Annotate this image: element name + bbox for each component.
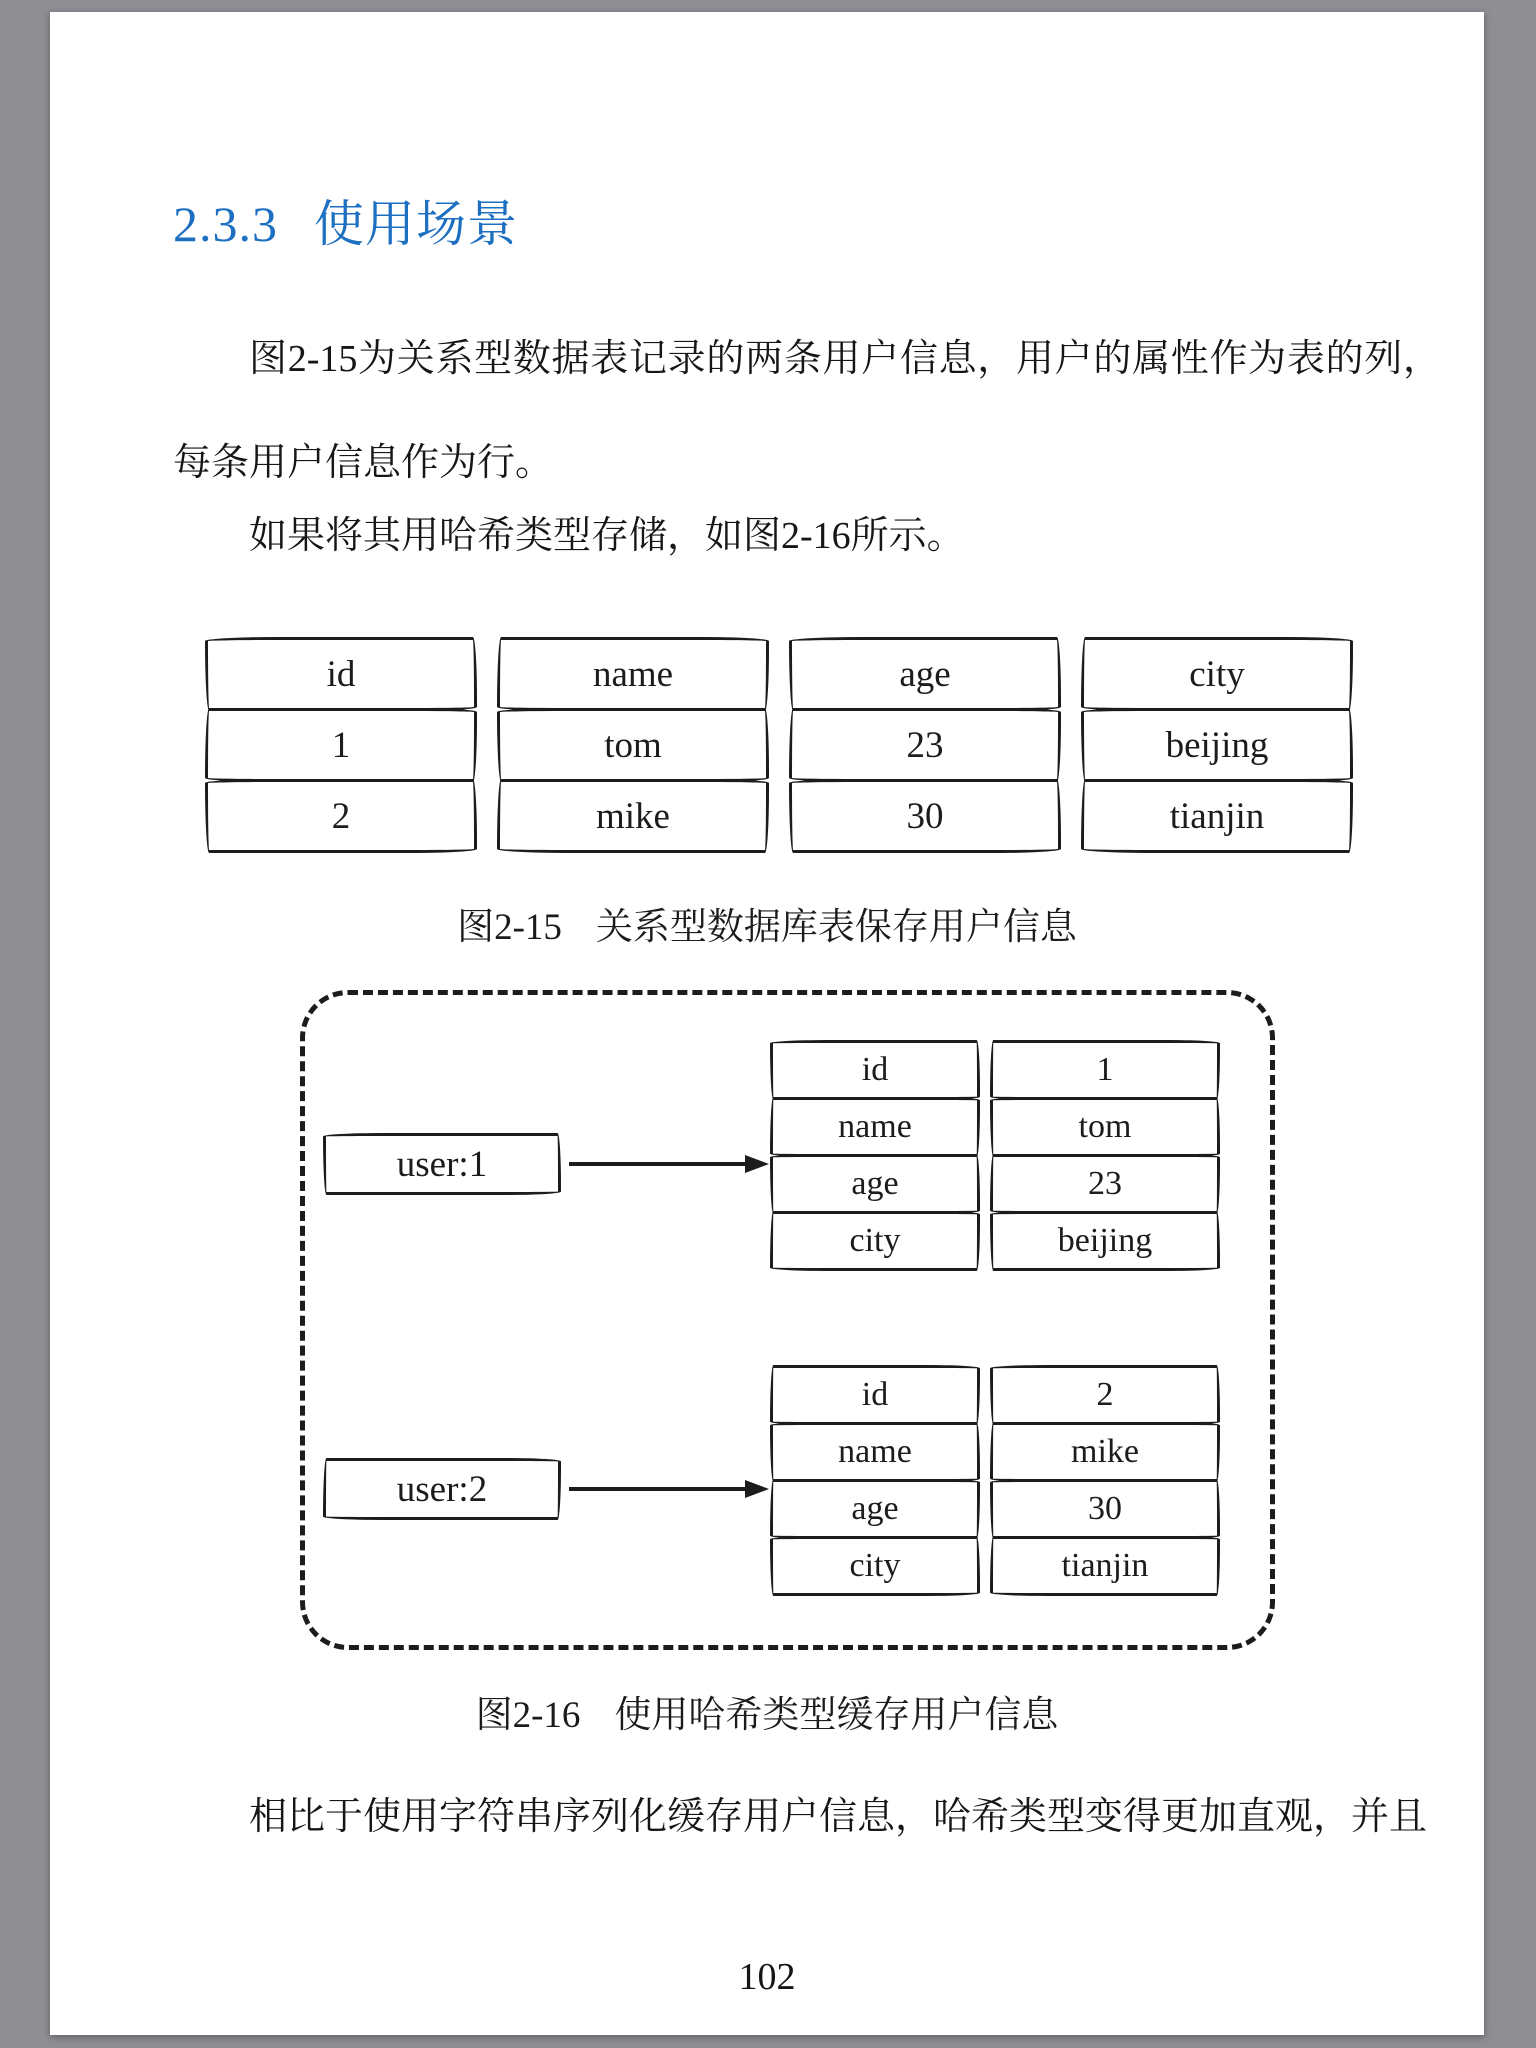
arrow-right-icon [567, 1144, 770, 1184]
hash-field: id [770, 1040, 980, 1100]
hash-field-column [770, 1365, 980, 1596]
hash-value: tom [990, 1097, 1220, 1157]
section-number: 2.3.3 [173, 196, 278, 252]
hash-field: city [770, 1536, 980, 1596]
hash-value: 2 [990, 1365, 1220, 1425]
hash-field: name [770, 1422, 980, 1482]
hash-field: name [770, 1097, 980, 1157]
figure-2-16-title: 使用哈希类型缓存用户信息 [614, 1695, 1059, 1736]
table-cell: 1 [205, 708, 477, 782]
hash-field: age [770, 1154, 980, 1214]
hash-field: id [770, 1365, 980, 1425]
table-column-age [789, 637, 1061, 856]
hash-value: 1 [990, 1040, 1220, 1100]
table-cell: 23 [789, 708, 1061, 782]
hash-field-column [770, 1040, 980, 1271]
hash-field: age [770, 1479, 980, 1539]
table-header-cell: city [1081, 637, 1353, 711]
table-column-name [497, 637, 769, 856]
figure-2-15-caption [50, 906, 1484, 950]
figure-2-16-caption [50, 1694, 1484, 1738]
paragraph-2: 如果将其用哈希类型存储，如图2-16所示。 [249, 515, 965, 557]
paragraph-3: 相比于使用字符串序列化缓存用户信息，哈希类型变得更加直观，并且 [249, 1796, 1428, 1838]
table-cell: beijing [1081, 708, 1353, 782]
figure-2-15-label: 图2-15 [457, 907, 562, 948]
hash-value-column [990, 1040, 1220, 1271]
page-number: 102 [738, 1956, 796, 1998]
paragraph-1: 图2-15为关系型数据表记录的两条用户信息，用户的属性作为表的列，每条用户信息作为行。 [173, 338, 1441, 484]
section-title: 使用场景 [314, 196, 518, 252]
hash-key-box-user1: user:1 [323, 1133, 561, 1195]
table-header-cell: name [497, 637, 769, 711]
hash-field: city [770, 1211, 980, 1271]
table-cell: 2 [205, 779, 477, 853]
table-column-id [205, 637, 477, 856]
hash-value: 30 [990, 1479, 1220, 1539]
table-cell: tianjin [1081, 779, 1353, 853]
book-page [50, 12, 1484, 2035]
figure-2-15-table [205, 637, 1353, 856]
table-column-city [1081, 637, 1353, 856]
hash-value: beijing [990, 1211, 1220, 1271]
figure-2-15-title: 关系型数据库表保存用户信息 [595, 907, 1077, 948]
section-heading [173, 197, 518, 252]
hash-value: tianjin [990, 1536, 1220, 1596]
figure-2-16-label: 图2-16 [475, 1695, 581, 1736]
table-header-cell: id [205, 637, 477, 711]
hash-key-box-user2: user:2 [323, 1458, 561, 1520]
arrow-right-icon [567, 1469, 770, 1509]
table-cell: mike [497, 779, 769, 853]
table-header-cell: age [789, 637, 1061, 711]
hash-table-user1 [770, 1040, 1220, 1271]
hash-value: 23 [990, 1154, 1220, 1214]
table-cell: tom [497, 708, 769, 782]
hash-value-column [990, 1365, 1220, 1596]
hash-value: mike [990, 1422, 1220, 1482]
table-cell: 30 [789, 779, 1061, 853]
hash-table-user2 [770, 1365, 1220, 1596]
figure-2-16-diagram [300, 990, 1275, 1650]
